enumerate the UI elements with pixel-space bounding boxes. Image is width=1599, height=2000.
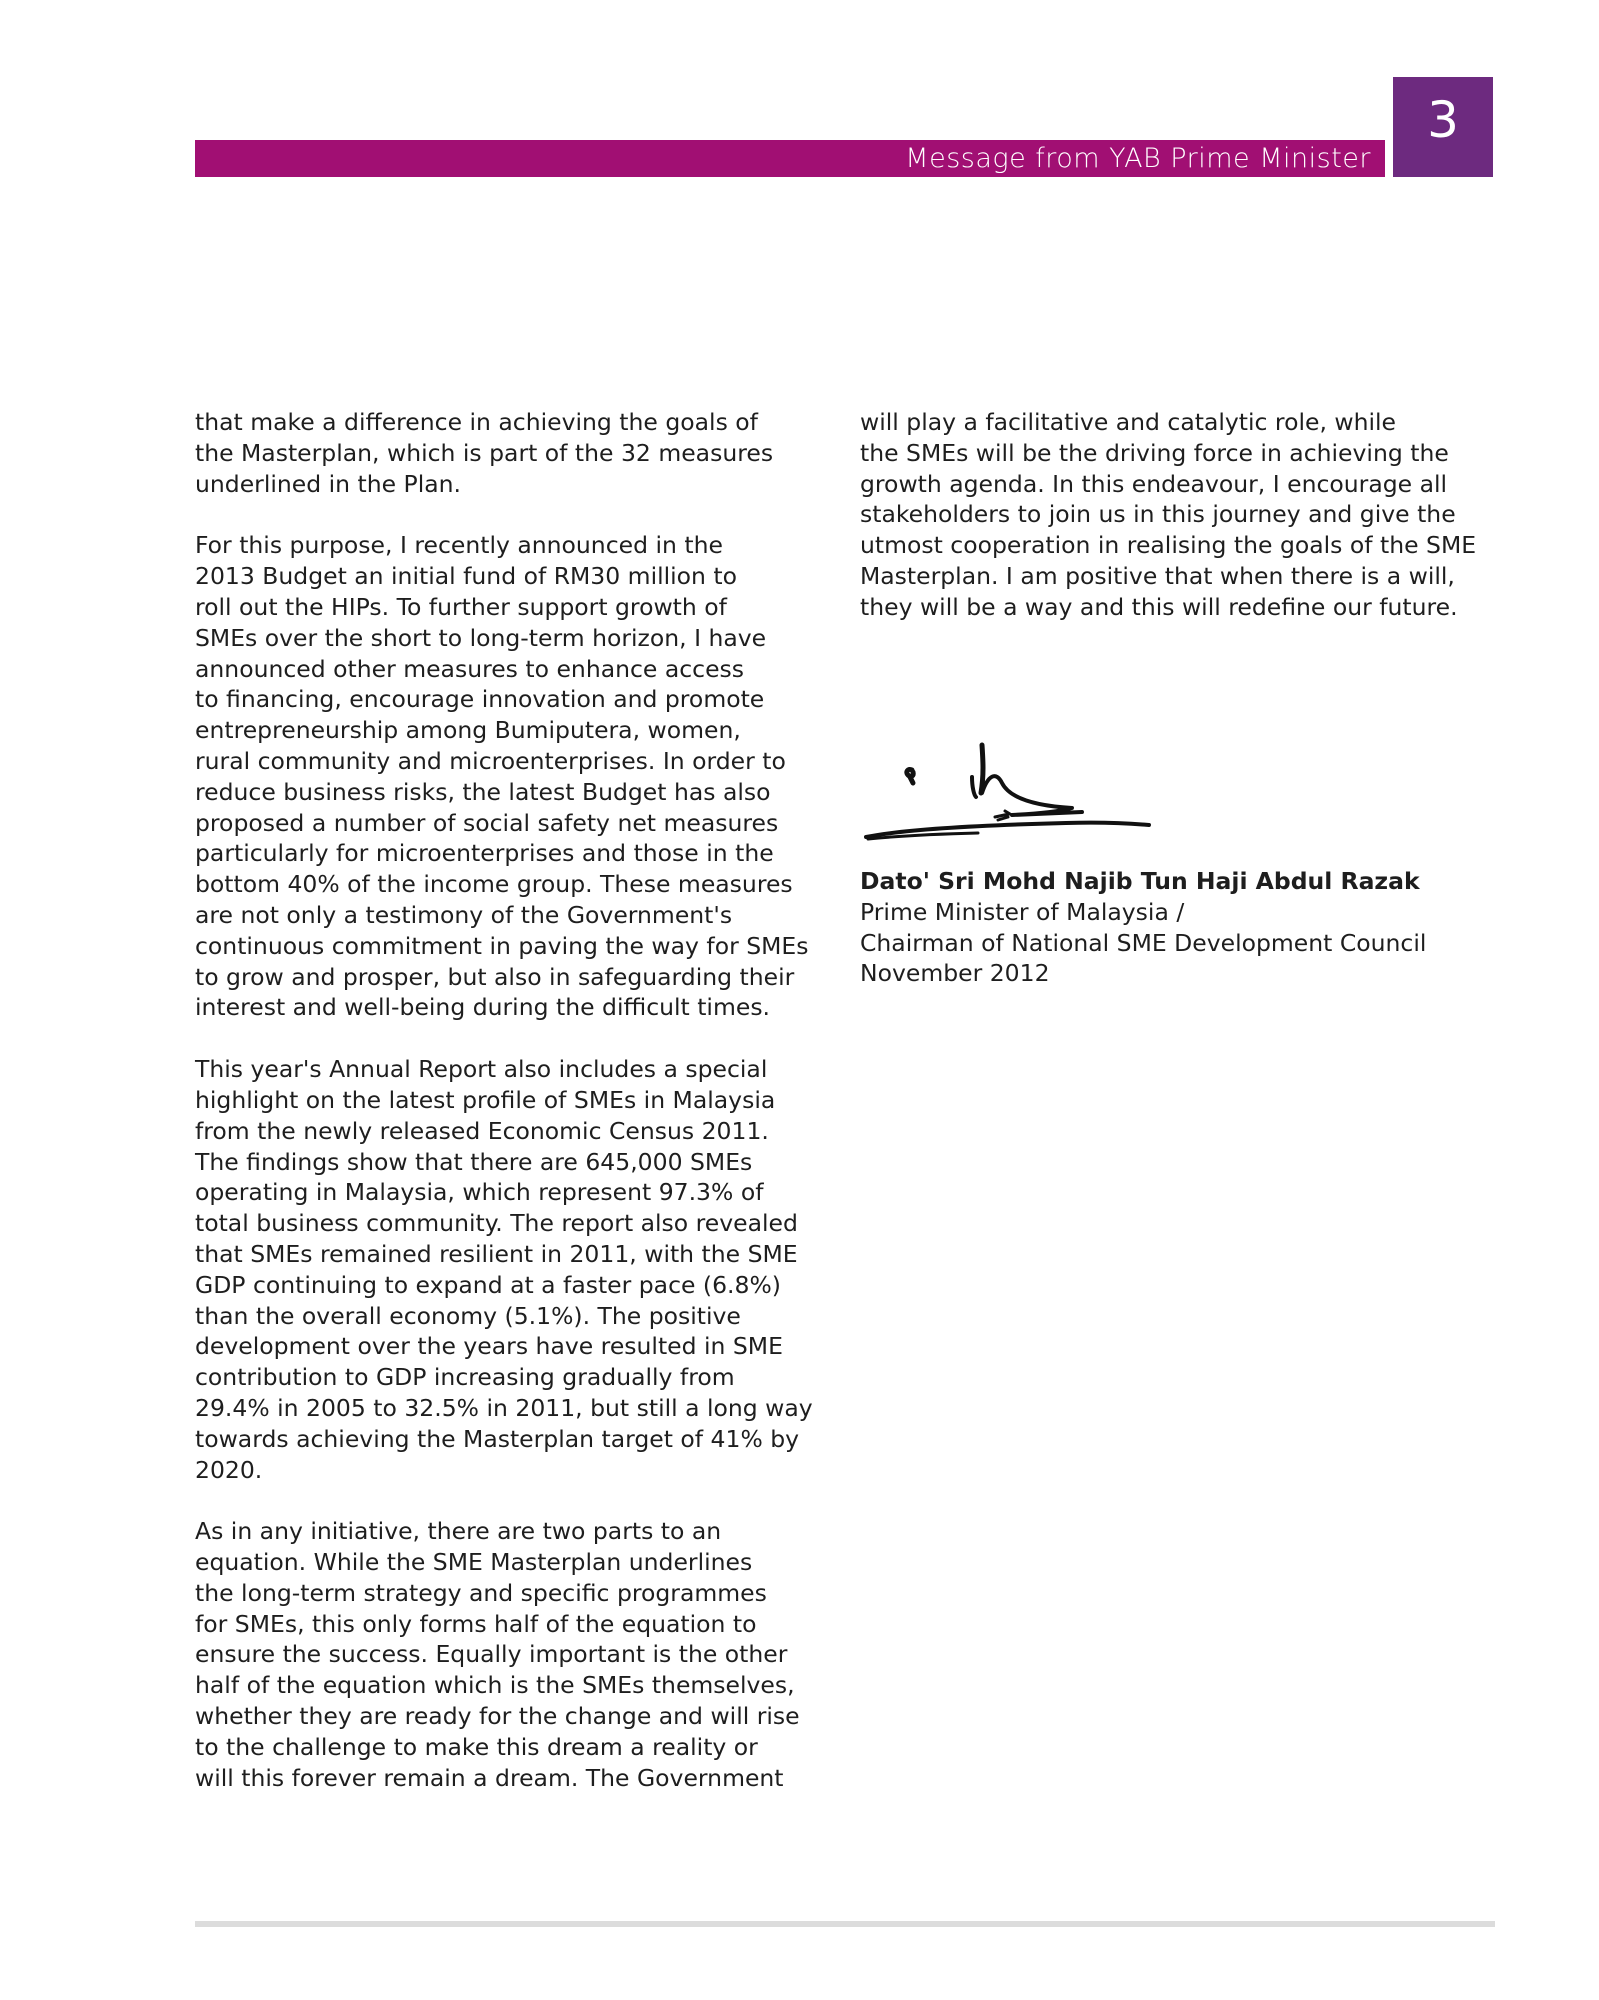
handwritten-signature <box>860 735 1170 845</box>
page-number: 3 <box>1427 91 1459 149</box>
header-title: Message from YAB Prime Minister <box>905 143 1371 174</box>
right-column <box>860 407 1500 654</box>
signature-date: November 2012 <box>860 959 1050 988</box>
signatory-title: Prime Minister of Malaysia / <box>860 897 1185 926</box>
paragraph: This year's Annual Report also includes a special highlight on the latest profile of SMEs in Malaysia from the newly released Economic Census 2011. The findings show that there are 645,000 SMEs operating in Malaysia, which represent 97.3% of total business community. The report also revealed that SMEs remained resilient in 2011, with the SME GDP continuing to expand at a faster pace (6.8%) than the overall economy (5.1%). The positive development over the years have resulted in SME contribution to GDP increasing gradually from 29.4% in 2005 to 32.5% in 2011, but still a long way towards achieving the Masterplan target of 41% by 2020. <box>195 1055 813 1484</box>
page-number-box <box>1393 77 1493 177</box>
footer-divider <box>195 1921 1495 1927</box>
signature-block <box>860 866 1426 989</box>
paragraph: that make a difference in achieving the goals of the Masterplan, which is part of the 32 measures underlined in the Plan. <box>195 408 774 498</box>
signatory-name: Dato' Sri Mohd Najib Tun Haji Abdul Razak <box>860 867 1420 895</box>
paragraph: As in any initiative, there are two parts to an equation. While the SME Masterplan underlines the long-term strategy and specific programmes for SMEs, this only forms half of the equation to ensure the success. Equally important is the other half of the equation which is the SMEs themselves, whether they are ready for the change and will rise to the challenge to make this dream a reality or will this forever remain a dream. The Government <box>195 1517 800 1792</box>
paragraph: For this purpose, I recently announced in the 2013 Budget an initial fund of RM30 million to roll out the HIPs. To further support growth of SMEs over the short to long-term horizon, I have announced other measures to enhance access to financing, encourage innovation and promote entrepreneurship among Bumiputera, women, rural community and microenterprises. In order to reduce business risks, the latest Budget has also proposed a number of social safety net measures particularly for microenterprises and those in the bottom 40% of the income group. These measures are not only a testimony of the Government's continuous commitment in paving the way for SMEs to grow and prosper, but also in safeguarding their interest and well-being during the difficult times. <box>195 531 809 1022</box>
signatory-title: Chairman of National SME Development Council <box>860 928 1427 957</box>
left-column <box>195 407 835 1824</box>
paragraph: will play a facilitative and catalytic role, while the SMEs will be the driving force in achieving the growth agenda. In this endeavour, I encourage all stakeholders to join us in this journey and give the utmost cooperation in realising the goals of the SME Masterplan. I am positive that when there is a will, they will be a way and this will redefine our future. <box>860 408 1477 621</box>
header-bar <box>195 140 1385 177</box>
